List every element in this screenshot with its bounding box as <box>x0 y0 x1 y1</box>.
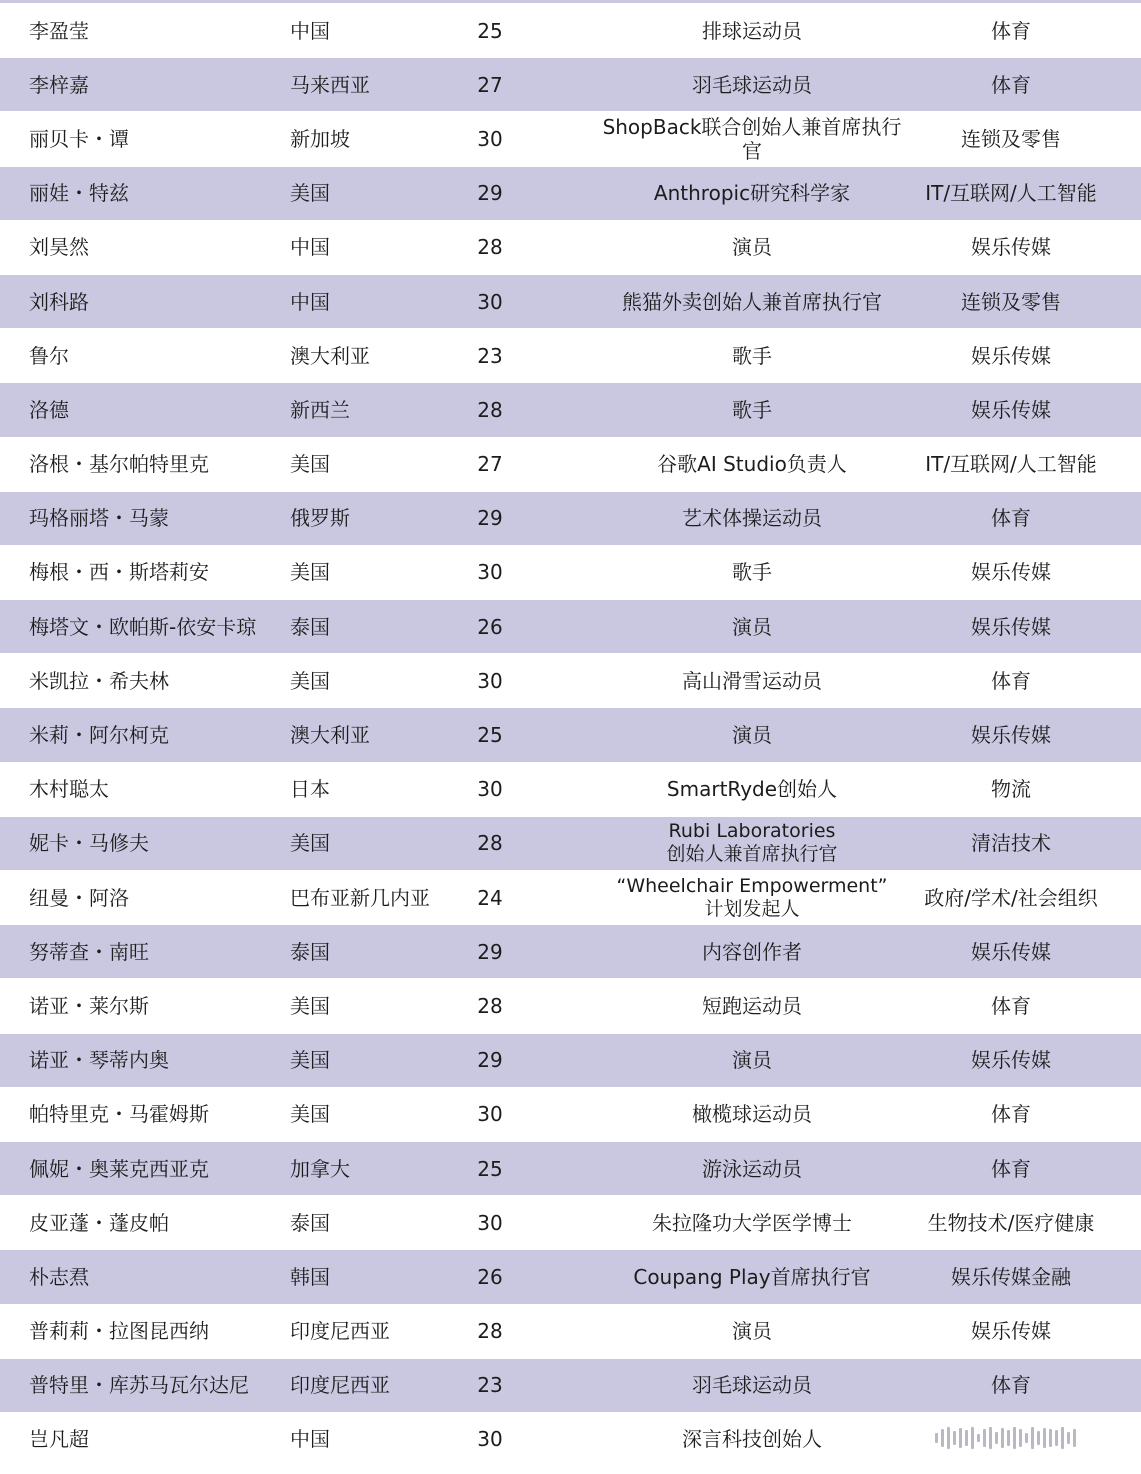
job-title-cell: ShopBack联合创始人兼首席执行官 <box>602 114 902 163</box>
top-rule <box>0 0 1141 3</box>
age-cell: 30 <box>477 1427 503 1452</box>
industry-cell: 连锁及零售 <box>961 289 1061 314</box>
job-title-cell: “Wheelchair Empowerment” 计划发起人 <box>616 874 888 920</box>
industry-cell: 体育 <box>991 993 1031 1018</box>
country-cell: 美国 <box>290 181 330 206</box>
watermark-bar <box>941 1429 944 1447</box>
age-cell: 26 <box>477 1264 503 1289</box>
table-row <box>0 654 1141 708</box>
country-cell: 马来西亚 <box>290 72 370 97</box>
person-name-cell: 诺亚・莱尔斯 <box>29 993 149 1018</box>
country-cell: 日本 <box>290 777 330 802</box>
job-title-cell: 高山滑雪运动员 <box>682 668 822 693</box>
table-row <box>0 763 1141 817</box>
person-name-cell: 木村聪太 <box>29 777 109 802</box>
table-row <box>0 383 1141 437</box>
person-name-cell: 米凯拉・希夫林 <box>29 668 169 693</box>
industry-cell: 娱乐传媒 <box>971 397 1051 422</box>
table-row <box>0 492 1141 546</box>
industry-cell: 体育 <box>991 506 1031 531</box>
watermark-bar <box>1043 1428 1046 1448</box>
table-row <box>0 329 1141 383</box>
industry-cell: 体育 <box>991 1373 1031 1398</box>
industry-cell: 物流 <box>991 777 1031 802</box>
table-row <box>0 438 1141 492</box>
ranking-table <box>0 4 1141 1467</box>
age-cell: 29 <box>477 181 503 206</box>
person-name-cell: 丽娃・特兹 <box>29 181 129 206</box>
table-row <box>0 925 1141 979</box>
country-cell: 中国 <box>290 1427 330 1452</box>
watermark-bar <box>1061 1427 1064 1449</box>
job-title-cell: 歌手 <box>732 560 772 585</box>
industry-cell: 娱乐传媒金融 <box>951 1264 1071 1289</box>
person-name-cell: 普莉莉・拉图昆西纳 <box>29 1319 209 1344</box>
watermark-bar <box>1037 1431 1040 1445</box>
job-title-cell: 演员 <box>732 723 772 748</box>
watermark-bar <box>1073 1429 1076 1447</box>
age-cell: 30 <box>477 289 503 314</box>
age-cell: 26 <box>477 614 503 639</box>
job-title-cell: 艺术体操运动员 <box>682 506 822 531</box>
table-row <box>0 817 1141 871</box>
person-name-cell: 刘科路 <box>29 289 89 314</box>
country-cell: 俄罗斯 <box>290 506 350 531</box>
watermark-bar <box>995 1432 998 1444</box>
table-row <box>0 167 1141 221</box>
country-cell: 印度尼西亚 <box>290 1373 390 1398</box>
watermark-bar <box>971 1427 974 1449</box>
age-cell: 23 <box>477 1373 503 1398</box>
table-row <box>0 871 1141 925</box>
job-title-cell: SmartRyde创始人 <box>666 777 838 802</box>
person-name-cell: 佩妮・奥莱克西亚克 <box>29 1156 209 1181</box>
country-cell: 中国 <box>290 235 330 260</box>
industry-cell: 生物技术/医疗健康 <box>927 1210 1095 1235</box>
job-title-cell: 排球运动员 <box>702 18 802 43</box>
watermark-bar <box>989 1427 992 1449</box>
country-cell: 美国 <box>290 1048 330 1073</box>
age-cell: 28 <box>477 397 503 422</box>
country-cell: 新西兰 <box>290 397 350 422</box>
table-row <box>0 600 1141 654</box>
person-name-cell: 鲁尔 <box>29 343 69 368</box>
person-name-cell: 李盈莹 <box>29 18 89 43</box>
job-title-cell: 谷歌AI Studio负责人 <box>657 452 847 477</box>
industry-cell: 政府/学术/社会组织 <box>924 885 1098 910</box>
job-title-cell: 羽毛球运动员 <box>692 1373 812 1398</box>
country-cell: 泰国 <box>290 614 330 639</box>
table-row <box>0 1034 1141 1088</box>
country-cell: 美国 <box>290 831 330 856</box>
person-name-cell: 妮卡・马修夫 <box>29 831 149 856</box>
person-name-cell: 普特里・库苏马瓦尔达尼 <box>29 1373 249 1398</box>
country-cell: 美国 <box>290 993 330 1018</box>
person-name-cell: 帕特里克・马霍姆斯 <box>29 1102 209 1127</box>
person-name-cell: 李梓嘉 <box>29 72 89 97</box>
country-cell: 加拿大 <box>290 1156 350 1181</box>
watermark-bar <box>1007 1430 1010 1446</box>
job-title-cell: 熊猫外卖创始人兼首席执行官 <box>622 289 882 314</box>
job-title-cell: Coupang Play首席执行官 <box>633 1264 871 1289</box>
table-row <box>0 221 1141 275</box>
table-row <box>0 1142 1141 1196</box>
age-cell: 29 <box>477 1048 503 1073</box>
age-cell: 30 <box>477 1102 503 1127</box>
industry-cell: 娱乐传媒 <box>971 560 1051 585</box>
industry-cell: 娱乐传媒 <box>971 235 1051 260</box>
country-cell: 美国 <box>290 452 330 477</box>
age-cell: 28 <box>477 831 503 856</box>
age-cell: 25 <box>477 723 503 748</box>
age-cell: 27 <box>477 452 503 477</box>
table-row <box>0 1305 1141 1359</box>
person-name-cell: 皮亚蓬・蓬皮帕 <box>29 1210 169 1235</box>
job-title-cell: Rubi Laboratories 创始人兼首席执行官 <box>666 820 838 866</box>
table-row <box>0 979 1141 1033</box>
person-name-cell: 诺亚・琴蒂内奥 <box>29 1048 169 1073</box>
watermark-bar <box>1001 1428 1004 1448</box>
age-cell: 28 <box>477 235 503 260</box>
person-name-cell: 梅根・西・斯塔莉安 <box>29 560 209 585</box>
job-title-cell: 演员 <box>732 1048 772 1073</box>
industry-cell: 娱乐传媒 <box>971 343 1051 368</box>
age-cell: 30 <box>477 668 503 693</box>
watermark-bar <box>1055 1430 1058 1446</box>
person-name-cell: 梅塔文・欧帕斯-依安卡琼 <box>29 614 257 639</box>
industry-cell: IT/互联网/人工智能 <box>925 452 1097 477</box>
watermark-bar <box>1013 1427 1016 1449</box>
watermark-bar <box>983 1429 986 1447</box>
industry-cell: 清洁技术 <box>971 831 1051 856</box>
table-row <box>0 4 1141 58</box>
watermark-bar <box>977 1434 980 1442</box>
industry-cell: 体育 <box>991 1102 1031 1127</box>
country-cell: 巴布亚新几内亚 <box>290 885 430 910</box>
age-cell: 28 <box>477 1319 503 1344</box>
watermark-bar <box>1031 1427 1034 1449</box>
age-cell: 29 <box>477 939 503 964</box>
table-row <box>0 275 1141 329</box>
table-row <box>0 708 1141 762</box>
industry-cell: IT/互联网/人工智能 <box>925 181 1097 206</box>
table-row <box>0 546 1141 600</box>
person-name-cell: 朴志焄 <box>29 1264 89 1289</box>
person-name-cell: 努蒂查・南旺 <box>29 939 149 964</box>
table-row <box>0 1088 1141 1142</box>
country-cell: 印度尼西亚 <box>290 1319 390 1344</box>
job-title-cell: 游泳运动员 <box>702 1156 802 1181</box>
age-cell: 30 <box>477 126 503 151</box>
watermark-bar <box>935 1433 938 1443</box>
person-name-cell: 洛德 <box>29 397 69 422</box>
watermark-bar <box>965 1430 968 1446</box>
country-cell: 新加坡 <box>290 126 350 151</box>
watermark-bar <box>953 1431 956 1445</box>
job-title-cell: 演员 <box>732 614 772 639</box>
person-name-cell: 洛根・基尔帕特里克 <box>29 452 209 477</box>
person-name-cell: 玛格丽塔・马蒙 <box>29 506 169 531</box>
industry-cell: 体育 <box>991 668 1031 693</box>
table-row <box>0 1196 1141 1250</box>
age-cell: 30 <box>477 777 503 802</box>
country-cell: 泰国 <box>290 1210 330 1235</box>
job-title-cell: 短跑运动员 <box>702 993 802 1018</box>
industry-cell: 体育 <box>991 18 1031 43</box>
age-cell: 24 <box>477 885 503 910</box>
industry-cell: 娱乐传媒 <box>971 939 1051 964</box>
industry-cell: 体育 <box>991 1156 1031 1181</box>
person-name-cell: 纽曼・阿洛 <box>29 885 129 910</box>
table-row <box>0 1250 1141 1304</box>
job-title-cell: 歌手 <box>732 397 772 422</box>
person-name-cell: 岂凡超 <box>29 1427 89 1452</box>
job-title-cell: 深言科技创始人 <box>682 1427 822 1452</box>
industry-cell: 娱乐传媒 <box>971 1319 1051 1344</box>
age-cell: 28 <box>477 993 503 1018</box>
job-title-cell: 橄榄球运动员 <box>692 1102 812 1127</box>
job-title-cell: 演员 <box>732 235 772 260</box>
age-cell: 30 <box>477 1210 503 1235</box>
job-title-cell: 内容创作者 <box>702 939 802 964</box>
country-cell: 韩国 <box>290 1264 330 1289</box>
watermark-bar <box>1067 1432 1070 1444</box>
country-cell: 中国 <box>290 18 330 43</box>
age-cell: 27 <box>477 72 503 97</box>
industry-cell: 娱乐传媒 <box>971 723 1051 748</box>
table-row <box>0 58 1141 112</box>
industry-cell: 体育 <box>991 72 1031 97</box>
watermark-bar <box>1049 1429 1052 1447</box>
industry-cell: 娱乐传媒 <box>971 1048 1051 1073</box>
country-cell: 泰国 <box>290 939 330 964</box>
job-title-cell: Anthropic研究科学家 <box>653 181 851 206</box>
age-cell: 30 <box>477 560 503 585</box>
watermark-bar <box>959 1428 962 1448</box>
job-title-cell: 演员 <box>732 1319 772 1344</box>
age-cell: 29 <box>477 506 503 531</box>
table-row <box>0 112 1141 166</box>
job-title-cell: 朱拉隆功大学医学博士 <box>652 1210 852 1235</box>
job-title-cell: 羽毛球运动员 <box>692 72 812 97</box>
watermark-bar <box>1025 1433 1028 1443</box>
country-cell: 美国 <box>290 560 330 585</box>
person-name-cell: 丽贝卡・谭 <box>29 126 129 151</box>
table-row <box>0 1359 1141 1413</box>
person-name-cell: 刘昊然 <box>29 235 89 260</box>
job-title-cell: 歌手 <box>732 343 772 368</box>
country-cell: 美国 <box>290 1102 330 1127</box>
country-cell: 澳大利亚 <box>290 343 370 368</box>
country-cell: 澳大利亚 <box>290 723 370 748</box>
person-name-cell: 米莉・阿尔柯克 <box>29 723 169 748</box>
industry-cell: 连锁及零售 <box>961 126 1061 151</box>
age-cell: 25 <box>477 18 503 43</box>
country-cell: 美国 <box>290 668 330 693</box>
age-cell: 23 <box>477 343 503 368</box>
watermark-logo <box>935 1425 1115 1451</box>
country-cell: 中国 <box>290 289 330 314</box>
industry-cell: 娱乐传媒 <box>971 614 1051 639</box>
watermark-bar <box>947 1427 950 1449</box>
watermark-bar <box>1019 1429 1022 1447</box>
age-cell: 25 <box>477 1156 503 1181</box>
